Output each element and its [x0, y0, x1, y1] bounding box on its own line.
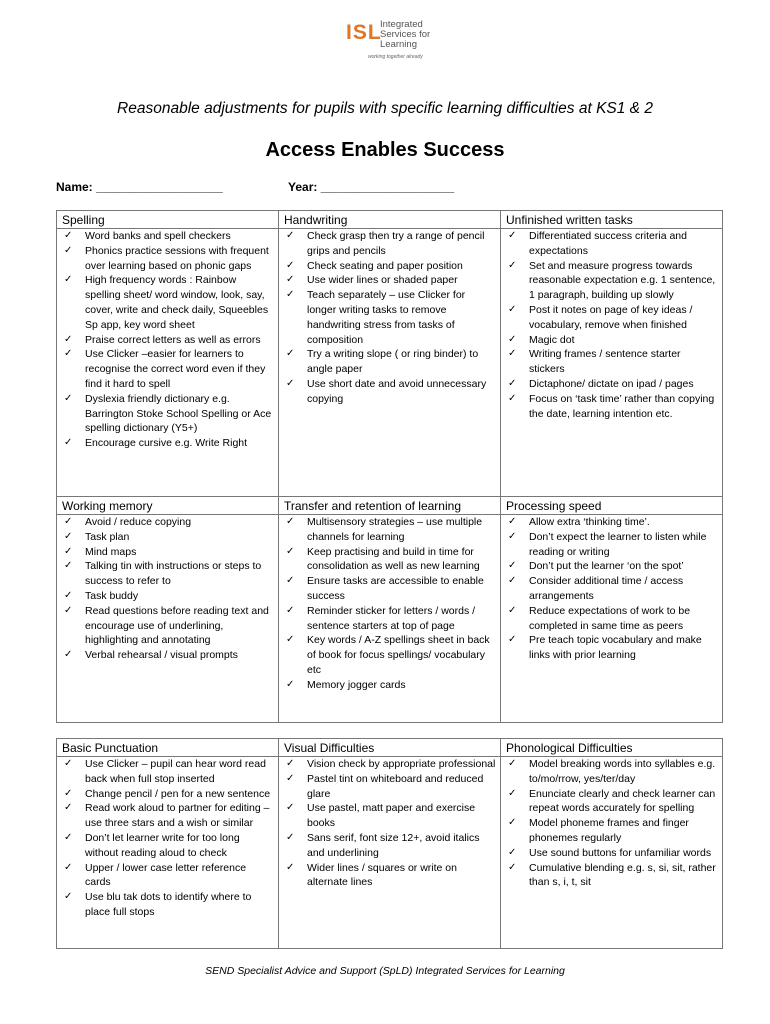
checklist-item	[284, 604, 496, 634]
checklist-item-text: Post it notes on page of key ideas / vocabulary, remove when finished	[529, 303, 693, 331]
checklist-item	[506, 574, 718, 604]
checklist-item	[506, 515, 718, 530]
adjustments-table-2	[56, 496, 723, 723]
checklist-item-text: Dyslexia friendly dictionary e.g. Barrington Stoke School Spelling or Ace spelling dictionary (Y5+)	[85, 392, 272, 435]
checklist-item	[62, 757, 274, 787]
checklist-item	[62, 801, 274, 831]
check-icon: ✓	[64, 604, 73, 616]
check-icon: ✓	[64, 348, 73, 360]
checklist-item-text: Writing frames / sentence starter stickers	[529, 348, 681, 376]
checklist-item-text: Praise correct letters as well as errors	[85, 333, 261, 346]
check-icon: ✓	[64, 758, 73, 769]
col-body	[279, 515, 501, 723]
checklist-item-text: Set and measure progress towards reasonable expectation e.g. 1 sentence, 1 paragraph, building up slowly	[529, 259, 716, 302]
col-body	[57, 229, 279, 497]
checklist-item-text: Use short date and avoid unnecessary copying	[307, 377, 487, 405]
check-icon: ✓	[508, 530, 517, 542]
check-icon: ✓	[508, 230, 517, 241]
check-icon: ✓	[508, 575, 517, 587]
check-icon: ✓	[64, 530, 73, 542]
logo-initials: ISL	[346, 21, 382, 44]
year-field: Year: ____________________	[288, 180, 455, 194]
col-body	[501, 515, 723, 723]
check-icon: ✓	[286, 634, 295, 646]
logo-line-3: Learning	[380, 39, 417, 50]
adjustments-table-3	[56, 738, 723, 949]
checklist-item	[62, 545, 274, 560]
check-icon: ✓	[286, 861, 295, 873]
check-icon: ✓	[508, 758, 517, 769]
adjustments-table-1	[56, 210, 723, 497]
check-icon: ✓	[64, 831, 73, 843]
col-body	[501, 229, 723, 497]
checklist-item-text: Use pastel, matt paper and exercise books	[307, 802, 476, 830]
check-icon: ✓	[508, 516, 517, 527]
isl-logo	[346, 20, 436, 64]
checklist-item	[62, 604, 274, 648]
check-icon: ✓	[64, 333, 73, 345]
logo-tagline: working together already	[368, 54, 423, 60]
checklist-item-text: Pastel tint on whiteboard and reduced glare	[307, 772, 484, 800]
checklist-item-text: Use Clicker – pupil can hear word read back when full stop inserted	[85, 758, 266, 785]
checklist-item	[284, 273, 496, 288]
check-icon: ✓	[286, 575, 295, 587]
checklist-item-text: Allow extra ‘thinking time’.	[529, 516, 650, 528]
checklist-item	[506, 333, 718, 348]
checklist-item-text: Consider additional time / access arrangements	[529, 575, 684, 602]
check-icon: ✓	[508, 560, 517, 572]
checklist-item	[506, 229, 718, 259]
check-icon: ✓	[64, 274, 73, 286]
check-icon: ✓	[64, 560, 73, 572]
checklist-item-text: Read questions before reading text and encourage use of underlining, highlighting and annotating	[85, 604, 269, 647]
check-icon: ✓	[286, 348, 295, 360]
checklist-item-text: Reduce expectations of work to be completed in same time as peers	[529, 604, 691, 632]
checklist-item-text: Focus on ‘task time’ rather than copying the date, learning intention etc.	[529, 392, 715, 420]
checklist-item	[506, 377, 718, 392]
col-heading: Working memory	[57, 497, 279, 515]
check-icon: ✓	[64, 516, 73, 527]
checklist-item-text: Use sound buttons for unfamiliar words	[529, 846, 712, 859]
name-field: Name: ___________________	[56, 180, 223, 194]
checklist-item	[62, 392, 274, 436]
checklist-item-text: Model phoneme frames and finger phonemes regularly	[529, 817, 689, 844]
checklist-item	[62, 273, 274, 332]
check-icon: ✓	[64, 649, 73, 661]
checklist-item-text: Check grasp then try a range of pencil grips and pencils	[307, 230, 485, 257]
check-icon: ✓	[64, 392, 73, 404]
checklist-item	[62, 831, 274, 861]
checklist-item	[506, 530, 718, 560]
check-icon: ✓	[286, 604, 295, 616]
checklist-item-text: Cumulative blending e.g. s, si, sit, rather than s, i, t, sit	[529, 861, 716, 889]
check-icon: ✓	[286, 758, 295, 769]
checklist-item	[506, 787, 718, 817]
checklist-item-text: Don’t let learner write for too long without reading aloud to check	[85, 831, 240, 859]
check-icon: ✓	[64, 545, 73, 557]
check-icon: ✓	[508, 348, 517, 360]
checklist-item	[506, 633, 718, 663]
check-icon: ✓	[286, 545, 295, 557]
checklist-item-text: Use Clicker –easier for learners to recognise the correct word even if they find it hard to spell	[85, 348, 266, 390]
checklist-item	[62, 890, 274, 920]
checklist-item-text: Word banks and spell checkers	[85, 230, 231, 242]
checklist-item	[506, 816, 718, 846]
checklist-item	[506, 303, 718, 333]
check-icon: ✓	[508, 303, 517, 315]
checklist-item-text: Ensure tasks are accessible to enable success	[307, 575, 484, 602]
checklist-item-text: Dictaphone/ dictate on ipad / pages	[529, 377, 694, 390]
checklist-item-text: Teach separately – use Clicker for longer writing tasks to remove handwriting stress from tasks of composition	[307, 289, 466, 346]
checklist-item-text: Task buddy	[85, 589, 139, 602]
check-icon: ✓	[286, 289, 295, 301]
checklist-item-text: Key words / A-Z spellings sheet in back of book for focus spellings/ vocabulary etc	[307, 634, 490, 676]
check-icon: ✓	[508, 846, 517, 858]
logo-line-1: Integrated	[380, 19, 423, 30]
checklist-item-text: Pre teach topic vocabulary and make links with prior learning	[529, 634, 702, 662]
checklist-item-text: Upper / lower case letter reference cards	[85, 861, 247, 889]
checklist-item	[506, 861, 718, 891]
col-heading: Basic Punctuation	[57, 739, 279, 757]
col-body	[279, 757, 501, 949]
check-icon: ✓	[64, 861, 73, 873]
checklist-item	[284, 757, 496, 772]
col-body	[501, 757, 723, 949]
check-icon: ✓	[286, 772, 295, 784]
checklist-item	[284, 229, 496, 259]
check-icon: ✓	[64, 787, 73, 799]
checklist-item	[62, 333, 274, 348]
checklist-item-text: Don’t expect the learner to listen while reading or writing	[529, 530, 707, 558]
checklist-item	[284, 515, 496, 545]
col-heading: Unfinished written tasks	[501, 211, 723, 229]
check-icon: ✓	[508, 861, 517, 873]
logo-wordmark	[380, 20, 430, 50]
checklist-item-text: Wider lines / squares or write on alternate lines	[307, 861, 457, 889]
check-icon: ✓	[508, 392, 517, 404]
col-body	[57, 757, 279, 949]
checklist-item-text: Sans serif, font size 12+, avoid italics and underlining	[307, 831, 480, 859]
check-icon: ✓	[64, 891, 73, 903]
checklist-item	[62, 589, 274, 604]
checklist-item	[62, 436, 274, 451]
col-heading: Transfer and retention of learning	[279, 497, 501, 515]
checklist-item-text: Keep practising and build in time for consolidation as well as new learning	[307, 545, 480, 573]
checklist-item-text: Reminder sticker for letters / words / sentence starters at top of page	[307, 604, 476, 632]
col-body	[279, 229, 501, 497]
page-footer: SEND Specialist Advice and Support (SpLD) Integrated Services for Learning	[205, 965, 565, 977]
checklist-item-text: Memory jogger cards	[307, 678, 406, 691]
check-icon: ✓	[64, 230, 73, 241]
check-icon: ✓	[64, 589, 73, 601]
check-icon: ✓	[286, 230, 295, 241]
checklist-item	[62, 648, 274, 663]
checklist-item	[62, 559, 274, 589]
page-title: Access Enables Success	[265, 139, 505, 161]
checklist-item	[284, 259, 496, 274]
checklist-item	[62, 347, 274, 391]
col-heading: Phonological Difficulties	[501, 739, 723, 757]
checklist-item	[62, 244, 274, 274]
checklist-item	[284, 377, 496, 407]
checklist-item-text: Encourage cursive e.g. Write Right	[85, 437, 248, 450]
checklist-item-text: Phonics practice sessions with frequent over learning based on phonic gaps	[85, 244, 269, 272]
check-icon: ✓	[286, 377, 295, 389]
checklist-item-text: Vision check by appropriate professional	[307, 758, 496, 770]
col-heading: Visual Difficulties	[279, 739, 501, 757]
check-icon: ✓	[508, 604, 517, 616]
check-icon: ✓	[286, 274, 295, 286]
check-icon: ✓	[286, 831, 295, 843]
checklist-item	[284, 288, 496, 347]
check-icon: ✓	[508, 634, 517, 646]
checklist-item	[62, 787, 274, 802]
check-icon: ✓	[286, 802, 295, 814]
check-icon: ✓	[508, 259, 517, 271]
checklist-item	[284, 545, 496, 575]
check-icon: ✓	[286, 259, 295, 271]
checklist-item-text: Check seating and paper position	[307, 259, 463, 272]
checklist-item	[284, 831, 496, 861]
checklist-item-text: Multisensory strategies – use multiple channels for learning	[307, 516, 483, 543]
col-heading: Spelling	[57, 211, 279, 229]
checklist-item	[284, 861, 496, 891]
checklist-item-text: Use blu tak dots to identify where to place full stops	[85, 891, 252, 918]
check-icon: ✓	[64, 437, 73, 449]
checklist-item-text: Verbal rehearsal / visual prompts	[85, 649, 238, 662]
checklist-item	[62, 229, 274, 244]
checklist-item	[506, 604, 718, 634]
checklist-item-text: Change pencil / pen for a new sentence	[85, 787, 271, 800]
checklist-item	[506, 846, 718, 861]
col-heading: Processing speed	[501, 497, 723, 515]
checklist-item	[506, 559, 718, 574]
checklist-item-text: High frequency words : Rainbow spelling sheet/ word window, look, say, cover, write and check daily, Squeebles Sp app, key word sheet	[85, 274, 269, 331]
check-icon: ✓	[508, 817, 517, 829]
checklist-item	[284, 633, 496, 677]
page-subtitle: Reasonable adjustments for pupils with specific learning difficulties at KS1 & 2	[117, 100, 653, 117]
checklist-item-text: Task plan	[85, 530, 130, 543]
checklist-item-text: Don’t put the learner ‘on the spot’	[529, 560, 684, 573]
check-icon: ✓	[508, 377, 517, 389]
checklist-item	[284, 574, 496, 604]
checklist-item	[284, 678, 496, 693]
checklist-item	[506, 757, 718, 787]
checklist-item	[284, 801, 496, 831]
checklist-item	[62, 530, 274, 545]
checklist-item-text: Avoid / reduce copying	[85, 516, 192, 528]
checklist-item-text: Enunciate clearly and check learner can repeat words accurately for spelling	[529, 787, 716, 815]
checklist-item-text: Try a writing slope ( or ring binder) to angle paper	[307, 348, 479, 376]
checklist-item-text: Use wider lines or shaded paper	[307, 274, 458, 287]
check-icon: ✓	[286, 516, 295, 527]
checklist-item	[506, 392, 718, 422]
checklist-item	[62, 515, 274, 530]
checklist-item	[506, 259, 718, 303]
checklist-item	[284, 772, 496, 802]
checklist-item	[62, 861, 274, 891]
col-body	[57, 515, 279, 723]
logo-line-2: Services for	[380, 29, 431, 40]
check-icon: ✓	[64, 244, 73, 256]
check-icon: ✓	[508, 787, 517, 799]
checklist-item-text: Mind maps	[85, 545, 137, 558]
checklist-item	[506, 347, 718, 377]
checklist-item-text: Read work aloud to partner for editing – use three stars and a wish or similar	[85, 802, 270, 830]
checklist-item-text: Model breaking words into syllables e.g. to/mo/rrow, yes/ter/day	[529, 758, 716, 785]
checklist-item-text: Differentiated success criteria and expectations	[529, 230, 687, 257]
check-icon: ✓	[64, 802, 73, 814]
checklist-item-text: Talking tin with instructions or steps to success to refer to	[85, 560, 262, 588]
check-icon: ✓	[508, 333, 517, 345]
checklist-item-text: Magic dot	[529, 333, 575, 346]
col-heading: Handwriting	[279, 211, 501, 229]
check-icon: ✓	[286, 678, 295, 690]
checklist-item	[284, 347, 496, 377]
